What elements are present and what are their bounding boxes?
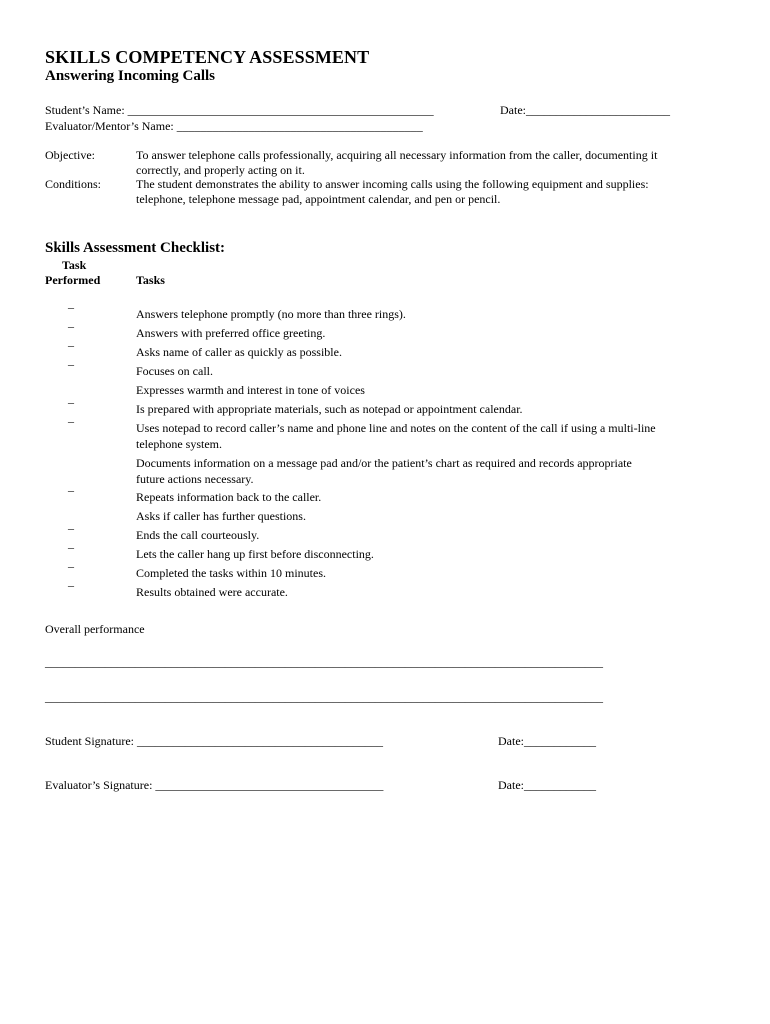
task-performed-mark[interactable]: _ [68, 334, 74, 348]
evaluator-signature-field[interactable]: Evaluator’s Signature: ______________________________________ [45, 778, 384, 792]
task-performed-mark[interactable]: _ [68, 574, 74, 588]
task-item: Completed the tasks within 10 minutes. [136, 566, 326, 580]
task-item: Answers with preferred office greeting. [136, 326, 326, 340]
evaluator-name-field[interactable]: Evaluator/Mentor’s Name: _________________________________________ [45, 119, 423, 133]
student-signature-date-field[interactable]: Date:____________ [498, 734, 596, 748]
task-item: Asks name of caller as quickly as possible. [136, 345, 342, 359]
overall-performance-line-2[interactable]: _____________________________________________________________________________________________ [45, 690, 603, 704]
form-subtitle: Answering Incoming Calls [45, 68, 216, 84]
task-performed-mark[interactable]: _ [68, 391, 74, 405]
task-item: Is prepared with appropriate materials, such as notepad or appointment calendar. [136, 402, 523, 416]
task-performed-mark[interactable]: _ [68, 410, 74, 424]
col-header-tasks: Tasks [136, 273, 165, 287]
task-performed-mark[interactable]: _ [68, 315, 74, 329]
task-item: Results obtained were accurate. [136, 585, 288, 599]
task-performed-mark[interactable]: _ [68, 353, 74, 367]
task-item: Expresses warmth and interest in tone of voices [136, 383, 365, 397]
task-performed-mark[interactable]: _ [68, 536, 74, 550]
task-performed-mark[interactable]: _ [68, 517, 74, 531]
task-item: Repeats information back to the caller. [136, 490, 322, 504]
task-performed-mark[interactable]: _ [68, 296, 74, 310]
col-header-task: Task [62, 258, 87, 272]
objective-label: Objective: [45, 148, 95, 162]
date-field[interactable]: Date:________________________ [500, 103, 670, 117]
task-item: Lets the caller hang up first before disconnecting. [136, 547, 374, 561]
task-item: Ends the call courteously. [136, 528, 260, 542]
student-signature-field[interactable]: Student Signature: _________________________________________ [45, 734, 383, 748]
task-performed-mark[interactable]: _ [68, 555, 74, 569]
objective-text: To answer telephone calls professionally, acquiring all necessary information from the caller, documenting it correctly, and properly acting on it. [136, 148, 658, 177]
overall-performance-label: Overall performance [45, 622, 145, 636]
task-item: Asks if caller has further questions. [136, 509, 306, 523]
checklist-heading: Skills Assessment Checklist: [45, 240, 226, 256]
task-item: Answers telephone promptly (no more than three rings). [136, 307, 406, 321]
form-title: SKILLS COMPETENCY ASSESSMENT [45, 47, 370, 67]
evaluator-signature-date-field[interactable]: Date:____________ [498, 778, 596, 792]
task-performed-mark[interactable]: _ [68, 479, 74, 493]
conditions-label: Conditions: [45, 177, 102, 191]
task-item: Documents information on a message pad and/or the patient’s chart as required and records appropriate future actions necessary. [136, 456, 632, 486]
col-header-performed: Performed [45, 273, 101, 287]
overall-performance-line-1[interactable]: _____________________________________________________________________________________________ [45, 655, 603, 669]
student-name-field[interactable]: Student’s Name: ___________________________________________________ [45, 103, 434, 117]
conditions-text: The student demonstrates the ability to answer incoming calls using the following equipment and supplies: telephone, telephone message pad, appointment calendar, and pen or pencil. [136, 177, 649, 206]
task-item: Uses notepad to record caller’s name and phone line and notes on the content of the call if using a multi-line telephone system. [136, 421, 656, 451]
task-item: Focuses on call. [136, 364, 213, 378]
